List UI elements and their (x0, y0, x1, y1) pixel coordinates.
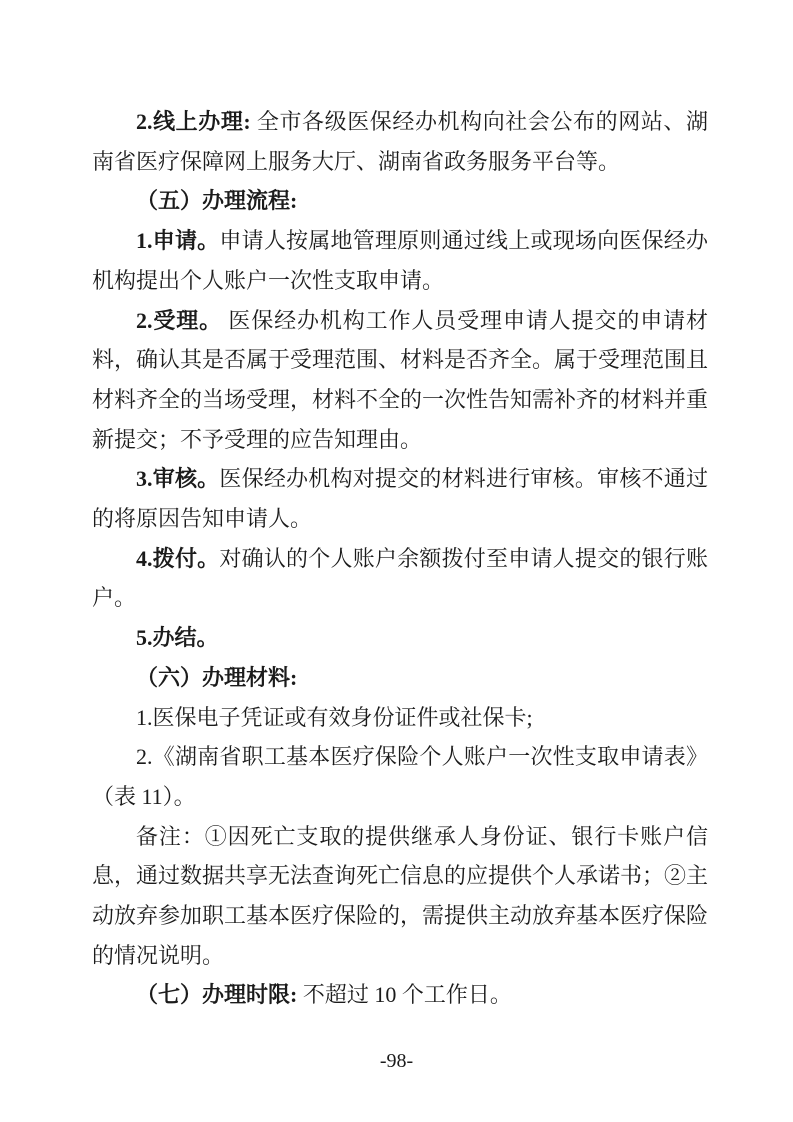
paragraph-body-text: 全市各级医保经办机构向社会公布的网站、湖南省医疗保障网上服务大厅、湖南省政务服务平台等。 (92, 109, 708, 174)
heading-handling-process (92, 181, 708, 221)
para-remarks (92, 817, 708, 976)
para-material-2 (92, 737, 708, 816)
paragraph-bold-label: （五）办理流程: (136, 188, 298, 214)
paragraph-bold-label: （六）办理材料: (136, 664, 298, 690)
paragraph-body-text: 备注：①因死亡支取的提供继承人身份证、银行卡账户信息，通过数据共享无法查询死亡信息的应提供个人承诺书；②主动放弃参加职工基本医疗保险的，需提供主动放弃基本医疗保险的情况说明。 (92, 823, 709, 968)
para-online-handling (92, 102, 708, 181)
para-handling-time-limit (92, 975, 708, 1015)
para-material-1 (92, 698, 708, 738)
paragraph-body-text: 对确认的个人账户余额拨付至申请人提交的银行账户。 (92, 545, 708, 611)
para-step-complete (92, 618, 708, 658)
paragraph-body-text: 2.《湖南省职工基本医疗保险个人账户一次性支取申请表》（表 11）。 (92, 744, 708, 809)
paragraph-bold-label: 2.线上办理: (136, 109, 251, 134)
paragraph-bold-label: 1.申请。 (136, 228, 220, 254)
para-step-disburse (92, 539, 708, 618)
para-step-accept (92, 301, 708, 460)
paragraph-bold-label: 5.办结。 (136, 625, 219, 651)
paragraph-bold-label: 3.审核。 (136, 466, 220, 492)
page-number: -98- (379, 1050, 414, 1072)
paragraph-bold-label: 4.拨付。 (136, 545, 220, 571)
paragraph-bold-label: 2.受理。 (136, 307, 223, 333)
paragraph-body-text: 1.医保电子凭证或有效身份证件或社保卡; (136, 704, 533, 730)
paragraph-body-text: 医保经办机构对提交的材料进行审核。审核不通过的将原因告知申请人。 (92, 466, 708, 532)
para-step-apply (92, 221, 708, 300)
paragraph-body-text: 不超过 10 个工作日。 (297, 982, 512, 1008)
para-step-review (92, 459, 708, 538)
paragraph-body-text: 医保经办机构工作人员受理申请人提交的申请材料，确认其是否属于受理范围、材料是否齐全。属于受理范围且材料齐全的当场受理，材料不全的一次性告知需补齐的材料并重新提交；不予受理的应告知理由。 (92, 307, 709, 452)
document-body (92, 102, 708, 1015)
paragraph-bold-label: （七）办理时限: (136, 982, 298, 1008)
heading-handling-materials (92, 658, 708, 698)
paragraph-body-text: 申请人按属地管理原则通过线上或现场向医保经办机构提出个人账户一次性支取申请。 (92, 228, 708, 293)
